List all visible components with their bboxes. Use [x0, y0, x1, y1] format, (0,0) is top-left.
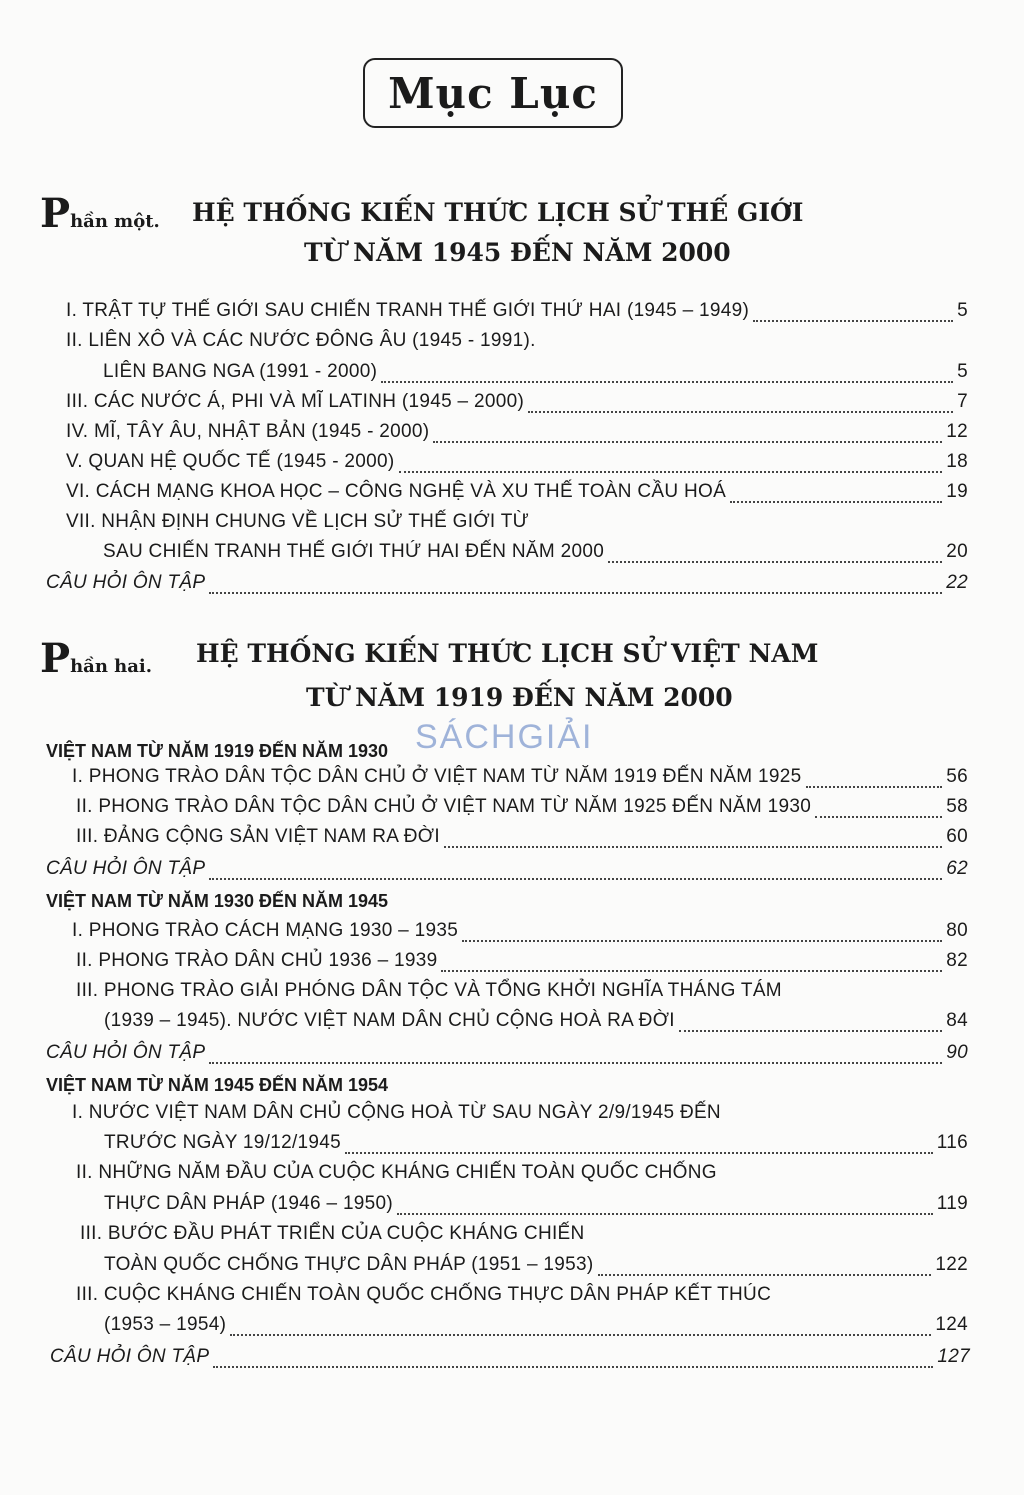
toc-entry[interactable]: I. PHONG TRÀO DÂN TỘC DÂN CHỦ Ở VIỆT NAM TỪ NĂM 1919 ĐẾN NĂM 1925 56 [72, 766, 968, 787]
toc-entry[interactable]: I. TRẬT TỰ THẾ GIỚI SAU CHIẾN TRANH THẾ GIỚI THỨ HAI (1945 – 1949) 5 [66, 300, 968, 321]
toc-entry[interactable]: TRƯỚC NGÀY 19/12/1945 116 [104, 1132, 968, 1153]
watermark: SÁCHGIẢI [415, 718, 594, 756]
part-two-label: Phần hai. [40, 635, 153, 682]
toc-entry[interactable]: THỰC DÂN PHÁP (1946 – 1950) 119 [104, 1193, 968, 1214]
toc-entry[interactable]: (1953 – 1954) 124 [104, 1314, 968, 1335]
toc-title-box [363, 58, 623, 128]
section-heading: VIỆT NAM TỪ NĂM 1919 ĐẾN NĂM 1930 [46, 741, 389, 761]
toc-entry[interactable]: LIÊN BANG NGA (1991 - 2000) 5 [103, 361, 968, 382]
toc-entry[interactable]: III. CUỘC KHÁNG CHIẾN TOÀN QUỐC CHỐNG THỰC DÂN PHÁP KẾT THÚC [76, 1284, 772, 1305]
toc-entry[interactable]: SAU CHIẾN TRANH THẾ GIỚI THỨ HAI ĐẾN NĂM 2000 20 [103, 541, 968, 562]
toc-entry[interactable]: III. CÁC NƯỚC Á, PHI VÀ MĨ LATINH (1945 – 2000) 7 [66, 391, 968, 412]
toc-entry[interactable]: II. NHỮNG NĂM ĐẦU CỦA CUỘC KHÁNG CHIẾN TOÀN QUỐC CHỐNG [76, 1162, 717, 1183]
toc-entry[interactable]: III. BƯỚC ĐẦU PHÁT TRIỂN CỦA CUỘC KHÁNG CHIẾN [80, 1223, 585, 1244]
toc-entry[interactable]: II. LIÊN XÔ VÀ CÁC NƯỚC ĐÔNG ÂU (1945 - 1991). [66, 330, 536, 351]
toc-title: Mục Lục [388, 68, 598, 118]
part-two-title-line1: HỆ THỐNG KIẾN THỨC LỊCH SỬ VIỆT NAM [196, 639, 819, 668]
toc-entry[interactable]: I. PHONG TRÀO CÁCH MẠNG 1930 – 1935 80 [72, 920, 968, 941]
toc-entry[interactable]: IV. MĨ, TÂY ÂU, NHẬT BẢN (1945 - 2000) 12 [66, 421, 968, 442]
part-one-title-line2: TỪ NĂM 1945 ĐẾN NĂM 2000 [304, 238, 731, 267]
toc-entry[interactable]: TOÀN QUỐC CHỐNG THỰC DÂN PHÁP (1951 – 1953) 122 [104, 1254, 968, 1275]
part-one-label: Phần một. [40, 190, 160, 237]
part-one-title-line1: HỆ THỐNG KIẾN THỨC LỊCH SỬ THẾ GIỚI [192, 198, 804, 227]
part-two-title-line2: TỪ NĂM 1919 ĐẾN NĂM 2000 [306, 683, 733, 712]
section-heading: VIỆT NAM TỪ NĂM 1930 ĐẾN NĂM 1945 [46, 891, 389, 911]
review-questions-entry[interactable]: CÂU HỎI ÔN TẬP 62 [46, 858, 968, 879]
toc-entry[interactable]: II. PHONG TRÀO DÂN TỘC DÂN CHỦ Ở VIỆT NAM TỪ NĂM 1925 ĐẾN NĂM 1930 58 [76, 796, 968, 817]
review-questions-entry[interactable]: CÂU HỎI ÔN TẬP 22 [46, 572, 968, 593]
toc-entry[interactable]: II. PHONG TRÀO DÂN CHỦ 1936 – 1939 82 [76, 950, 968, 971]
review-questions-entry[interactable]: CÂU HỎI ÔN TẬP 90 [46, 1042, 968, 1063]
toc-entry[interactable]: III. PHONG TRÀO GIẢI PHÓNG DÂN TỘC VÀ TỔNG KHỞI NGHĨA THÁNG TÁM [76, 980, 782, 1001]
toc-entry[interactable]: III. ĐẢNG CỘNG SẢN VIỆT NAM RA ĐỜI 60 [76, 826, 968, 847]
toc-entry[interactable]: V. QUAN HỆ QUỐC TẾ (1945 - 2000) 18 [66, 451, 968, 472]
section-heading: VIỆT NAM TỪ NĂM 1945 ĐẾN NĂM 1954 [46, 1075, 389, 1095]
toc-entry[interactable]: (1939 – 1945). NƯỚC VIỆT NAM DÂN CHỦ CỘNG HOÀ RA ĐỜI 84 [104, 1010, 968, 1031]
toc-entry[interactable]: VII. NHẬN ĐỊNH CHUNG VỀ LỊCH SỬ THẾ GIỚI TỪ [66, 511, 530, 532]
toc-entry[interactable]: VI. CÁCH MẠNG KHOA HỌC – CÔNG NGHỆ VÀ XU THẾ TOÀN CẦU HOÁ 19 [66, 481, 968, 502]
toc-entry[interactable]: I. NƯỚC VIỆT NAM DÂN CHỦ CỘNG HOÀ TỪ SAU NGÀY 2/9/1945 ĐẾN [72, 1102, 721, 1123]
review-questions-entry[interactable]: CÂU HỎI ÔN TẬP 127 [50, 1346, 970, 1367]
